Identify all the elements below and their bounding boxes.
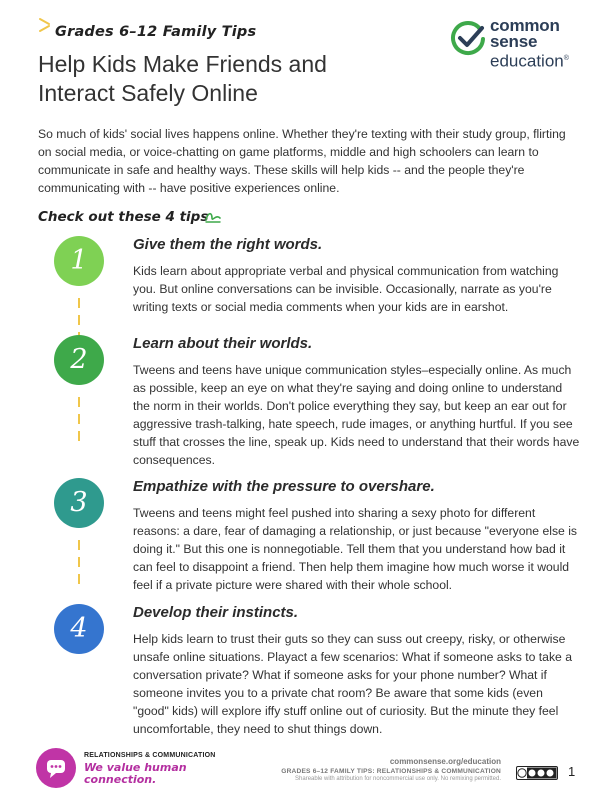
tip-3 [54,478,584,598]
creative-commons-license-icon [516,766,558,780]
tip-number-badge: 4 [54,604,104,654]
tip-number-badge: 1 [54,236,104,286]
logo-line-common: common [490,16,560,35]
tip-body: Tweens and teens have unique communication styles–especially online. As much as possible, keep an eye on what they're saying and doing online to understand the norm in their worlds. Don't police everything they say, but keep an ear out for aggressive trash-talking, hate speech, rude images, or anything hurtful. If you see stuff that crosses the line, speak up. Kids need to understand that their words have consequences. [133,363,580,467]
tips-heading: Check out these 4 tips [38,209,209,225]
category-badge [36,748,76,788]
tip-title: Empathize with the pressure to overshare. [133,478,435,495]
tip-body: Help kids learn to trust their guts so they can suss out creepy, risky, or otherwise unsafe online situations. Playact a few scenarios: What if someone asks to take a conversation private? What if someone asks for your phone number? What if someone invites you to a private chat room? Be aware that some kids (even "good" kids) will explore iffy stuff online out of curiosity. But the minute they feel uncomfortable, they need to shut things down. [133,632,572,736]
footer-doc-title: GRADES 6–12 FAMILY TIPS: RELATIONSHIPS & COMMUNICATION [281,768,501,775]
doodle-arrow-icon [204,210,222,224]
dashed-connector [78,540,80,591]
page-number: 1 [568,764,576,779]
intro-paragraph: So much of kids' social lives happens online. Whether they're texting with their study group, flirting on social media, or voice-chatting on game platforms, middle and high schoolers can learn to communicate in safe and healthy ways. These skills will help kids -- and the people they're communicating with -- have positive experiences online. [38,127,566,195]
dashed-connector [78,397,80,448]
tip-title: Learn about their worlds. [133,335,313,352]
tip-number-badge: 2 [54,335,104,385]
tip-body: Tweens and teens might feel pushed into sharing a sexy photo for different reasons: a dare, fear of damaging a relationship, or just because "everyone else is doing it." But this one is nonnegotiable. Tell them that you understand how bad it can feel to disappoint a friend. Then help them imagine how much worse it would feel if a private picture were shared with their whole school. [133,506,578,592]
sparkle-icon [38,17,52,35]
chat-bubble-icon [36,748,76,788]
tip-4 [54,604,584,734]
footer-license-note: Shareable with attribution for noncommercial use only. No remixing permitted. [295,776,501,782]
footer-url-link[interactable]: commonsense.org/education [389,757,501,766]
tip-number-badge: 3 [54,478,104,528]
tip-title: Give them the right words. [133,236,323,253]
logo-line-education: education® [490,51,569,71]
common-sense-logo [450,18,580,70]
footer-slogan: We value human connection. [84,761,187,786]
checkmark-circle-icon [450,21,486,57]
logo-line-sense: sense [490,32,538,51]
tip-2 [54,335,584,475]
tip-body: Kids learn about appropriate verbal and physical communication from watching you. But online conversations can be invisible. Occasionally, narrate as you're writing texts or social media comments when your kids are in earshot. [133,264,559,314]
footer-category: RELATIONSHIPS & COMMUNICATION [84,752,216,759]
tip-title: Develop their instincts. [133,604,299,621]
footer-info [281,757,501,782]
page-title: Help Kids Make Friends and Interact Safely Online [38,51,327,106]
grades-label: Grades 6–12 Family Tips [55,24,257,40]
tip-1 [54,236,584,346]
